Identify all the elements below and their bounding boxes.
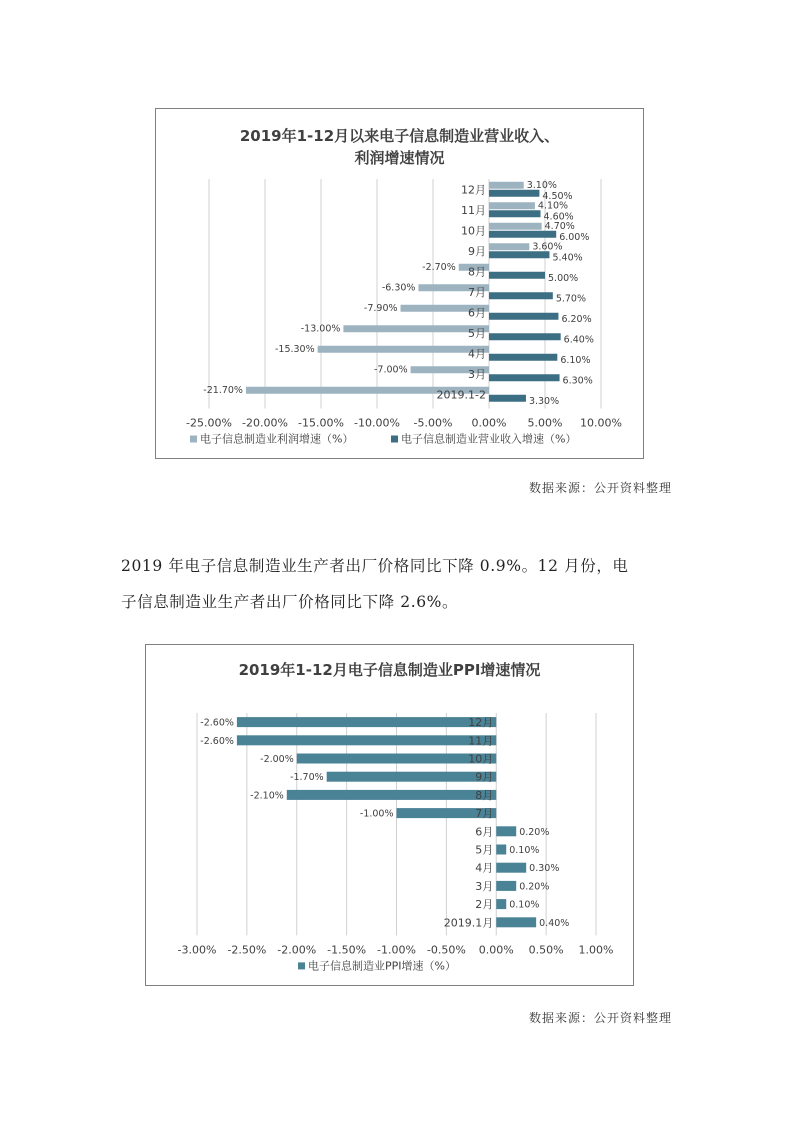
profit-bar [489, 223, 542, 230]
ppi-bar [496, 917, 536, 927]
profit-bar [489, 182, 524, 189]
ppi-data-label: -1.70% [290, 772, 324, 784]
ppi-bar [496, 899, 506, 909]
ppi-bar [237, 734, 496, 748]
category-label: 3月 [468, 367, 486, 381]
profit-data-label: -7.00% [373, 364, 408, 376]
revenue-bar [489, 292, 553, 299]
ppi-data-label: -2.60% [200, 735, 234, 747]
x-tick-label: 1.00% [578, 943, 614, 957]
category-label: 2019.1月 [443, 916, 494, 930]
x-tick-label: -15.00% [298, 416, 344, 430]
ppi-data-label: -2.60% [200, 717, 234, 729]
chart1-source-note: 数据来源：公开资料整理 [528, 481, 672, 495]
revenue-data-label: 6.10% [560, 354, 591, 366]
ppi-bar [496, 845, 506, 855]
x-tick-label: 0.00% [478, 943, 514, 957]
ppi-bar [496, 863, 526, 873]
revenue-data-label: 6.20% [561, 313, 592, 325]
ppi-bar [496, 881, 516, 891]
category-label: 11月 [461, 203, 486, 217]
x-tick-label: -2.50% [227, 943, 267, 957]
ppi-data-label: 0.10% [509, 845, 540, 856]
revenue-data-label: 5.70% [555, 293, 587, 305]
category-label: 10月 [468, 752, 494, 766]
x-tick-label: -3.00% [177, 943, 217, 957]
ppi-data-label: 0.40% [539, 917, 570, 929]
chart2-source-note: 数据来源：公开资料整理 [528, 1011, 672, 1025]
revenue-bar [489, 231, 556, 238]
x-tick-label: -2.00% [277, 943, 317, 957]
revenue-bar [489, 210, 541, 217]
ppi-bar [496, 826, 516, 836]
revenue-data-label: 4.60% [543, 211, 574, 223]
revenue-data-label: 6.30% [562, 375, 593, 387]
x-tick-label: -25.00% [186, 416, 232, 430]
revenue-profit-chart [155, 108, 644, 459]
category-label: 4月 [468, 347, 486, 361]
category-label: 8月 [468, 265, 486, 279]
ppi-data-label: 0.20% [519, 881, 550, 893]
profit-data-label: -21.70% [203, 384, 243, 396]
chart1-plot [156, 109, 645, 460]
profit-data-label: -2.70% [422, 261, 456, 273]
paragraph-line-2: 子信息制造业生产者出厂价格同比下降 2.6%。 [121, 593, 459, 611]
ppi-data-label: 0.10% [509, 899, 540, 911]
profit-data-label: 4.10% [537, 200, 569, 212]
category-label: 5月 [475, 843, 494, 857]
revenue-data-label: 3.30% [528, 395, 560, 407]
profit-data-label: 3.10% [526, 179, 557, 191]
ppi-chart [145, 644, 634, 986]
revenue-bar [489, 313, 558, 320]
x-tick-label: -1.00% [377, 943, 416, 957]
legend-label-profit: 电子信息制造业利润增速（%） [200, 432, 354, 446]
profit-bar [489, 243, 529, 250]
legend-swatch-ppi [298, 962, 305, 969]
legend-label-revenue: 电子信息制造业营业收入增速（%） [401, 432, 577, 446]
x-tick-label: -20.00% [242, 416, 288, 430]
x-tick-label: 0.50% [528, 943, 564, 957]
profit-data-label: -7.90% [363, 302, 398, 314]
revenue-bar [489, 354, 557, 361]
category-label: 2月 [475, 898, 494, 912]
category-label: 7月 [468, 285, 486, 299]
revenue-bar [489, 395, 526, 402]
profit-data-label: 4.70% [544, 220, 575, 232]
profit-bar [318, 346, 489, 353]
revenue-bar [489, 190, 539, 197]
category-label: 6月 [468, 306, 486, 320]
ppi-bar [327, 772, 497, 782]
x-tick-label: 5.00% [527, 416, 563, 430]
profit-data-label: -6.30% [381, 282, 416, 294]
revenue-data-label: 4.50% [542, 190, 573, 202]
chart2-plot [146, 645, 635, 987]
category-label: 12月 [468, 716, 494, 730]
ppi-data-label: 0.20% [519, 826, 550, 838]
revenue-bar [489, 272, 545, 279]
ppi-bar [297, 754, 497, 764]
profit-data-label: -15.30% [274, 343, 315, 355]
chart1-title-line1: 2019年1-12月以来电子信息制造业营业收入、 [239, 127, 560, 145]
category-label: 10月 [461, 224, 486, 238]
profit-data-label: 3.60% [532, 241, 563, 253]
x-tick-label: -10.00% [354, 416, 400, 430]
ppi-data-label: -2.00% [260, 754, 294, 765]
category-label: 2019.1-2 [436, 388, 486, 402]
profit-bar [489, 202, 535, 209]
category-label: 3月 [475, 879, 494, 893]
category-label: 4月 [475, 861, 494, 875]
category-label: 11月 [468, 734, 494, 748]
category-label: 5月 [468, 326, 486, 340]
ppi-data-label: -1.00% [359, 808, 394, 820]
ppi-data-label: -2.10% [250, 790, 284, 802]
x-tick-label: -0.50% [426, 943, 466, 957]
ppi-data-label: 0.30% [529, 863, 560, 875]
revenue-data-label: 6.00% [559, 231, 590, 243]
category-label: 12月 [461, 183, 486, 197]
category-label: 7月 [475, 807, 494, 821]
ppi-bar [237, 716, 496, 730]
category-label: 6月 [475, 825, 494, 839]
legend-swatch-profit [190, 436, 197, 443]
category-label: 9月 [475, 770, 494, 784]
revenue-bar [489, 374, 560, 381]
revenue-data-label: 6.40% [563, 334, 594, 346]
category-label: 9月 [468, 244, 486, 258]
chart2-title: 2019年1-12月电子信息制造业PPI增速情况 [238, 661, 541, 679]
x-tick-label: -5.00% [413, 416, 453, 430]
revenue-bar [489, 333, 561, 340]
x-tick-label: 10.00% [580, 416, 622, 430]
legend-swatch-revenue [391, 436, 398, 443]
revenue-bar [489, 251, 549, 258]
legend-label-ppi: 电子信息制造业PPI增速（%） [308, 959, 456, 973]
category-label: 8月 [475, 788, 494, 802]
revenue-data-label: 5.00% [548, 272, 579, 284]
x-tick-label: -1.50% [327, 943, 367, 957]
paragraph-line-1: 2019 年电子信息制造业生产者出厂价格同比下降 0.9%。12 月份，电 [121, 557, 629, 575]
x-tick-label: 0.00% [471, 416, 507, 430]
ppi-bar [287, 790, 496, 800]
profit-data-label: -13.00% [300, 323, 341, 335]
chart1-title-line2: 利润增速情况 [354, 149, 445, 167]
revenue-data-label: 5.40% [552, 252, 583, 264]
